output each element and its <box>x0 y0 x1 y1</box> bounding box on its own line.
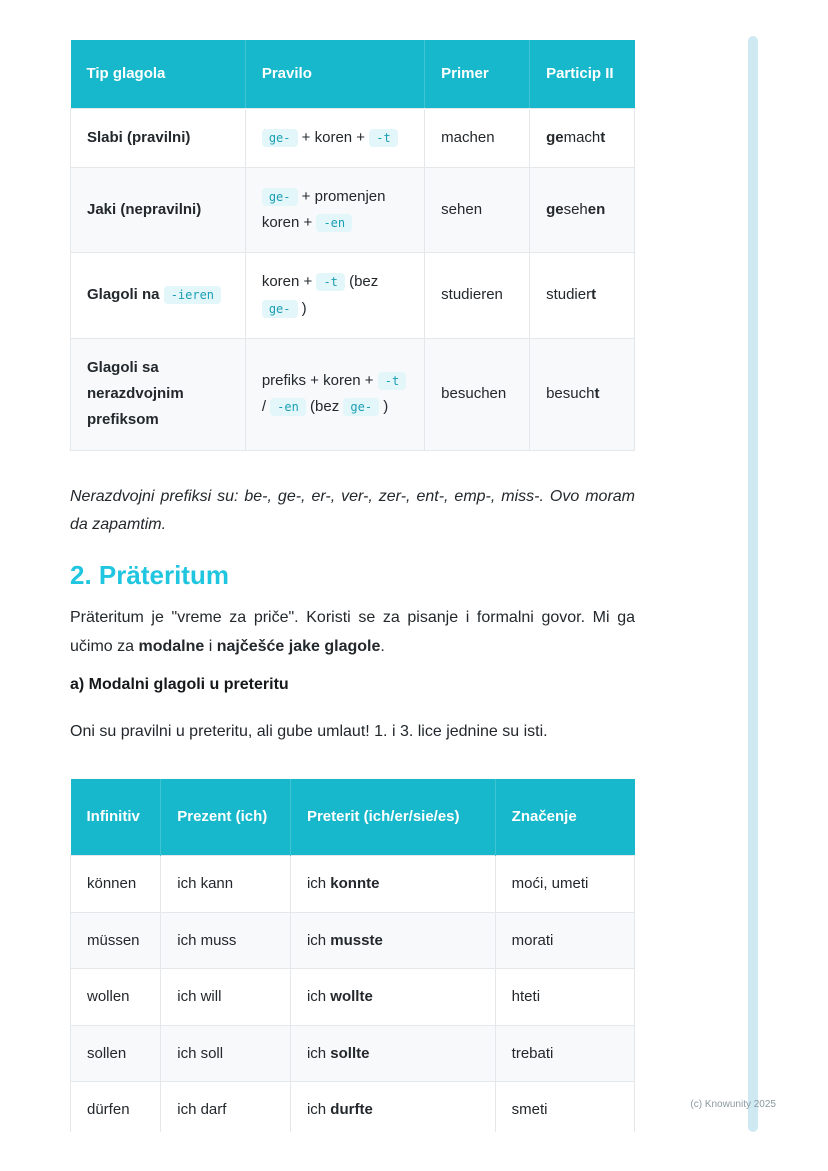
column-header: Prezent (ich) <box>161 779 291 856</box>
inline-code: -t <box>369 129 397 147</box>
table-row <box>71 253 635 339</box>
table-cell <box>530 338 635 450</box>
table-cell <box>161 1082 291 1132</box>
table-cell <box>530 167 635 253</box>
inline-code: -ieren <box>164 286 221 304</box>
table-cell <box>71 108 246 167</box>
header-row <box>71 40 635 108</box>
text-segment: durfte <box>330 1101 373 1119</box>
table-cell <box>161 856 291 913</box>
table-cell <box>71 167 246 253</box>
text-segment: ich muss <box>177 931 237 949</box>
text-segment: ) <box>297 299 307 317</box>
text-segment: ge <box>546 200 564 218</box>
table-cell <box>425 253 530 339</box>
inline-code: ge- <box>262 129 298 147</box>
text-segment: prefiks + koren + <box>261 371 378 389</box>
table-cell <box>71 856 161 913</box>
text-segment: en <box>587 200 606 218</box>
table-row <box>71 167 635 253</box>
column-header: Preterit (ich/er/sie/es) <box>290 779 495 856</box>
text-segment: ich soll <box>177 1044 224 1062</box>
text-segment: besuch <box>546 385 595 402</box>
text-segment: musste <box>330 931 383 949</box>
table-cell <box>290 912 495 969</box>
table-cell <box>495 969 634 1026</box>
table-cell <box>290 856 495 913</box>
text-segment: ich <box>306 875 331 893</box>
subsection-paragraph: Oni su pravilni u preteritu, ali gube umlaut! 1. i 3. lice jednine su isti. <box>70 722 548 740</box>
table-row <box>71 108 635 167</box>
text-segment: smeti <box>511 1101 548 1119</box>
text-segment: ich <box>306 1044 331 1062</box>
table-cell <box>290 1082 495 1132</box>
text-segment: ) <box>379 398 389 416</box>
column-header: Pravilo <box>245 40 424 108</box>
table-cell <box>161 1025 291 1082</box>
notes-content <box>70 40 635 1132</box>
text-segment: konnte <box>330 875 380 893</box>
inline-code: -t <box>316 273 344 291</box>
table-cell <box>495 1082 634 1132</box>
text-segment: trebati <box>511 1044 554 1062</box>
table-cell <box>495 856 634 913</box>
text-segment: wollte <box>330 988 373 1006</box>
inline-code: ge- <box>262 188 298 206</box>
participle-table <box>70 40 635 451</box>
table-cell <box>71 1025 161 1082</box>
inline-code: ge- <box>262 300 298 318</box>
table-cell <box>71 253 246 339</box>
text-segment: moći, umeti <box>511 875 589 893</box>
text-segment: studieren <box>441 286 503 304</box>
inline-code: -en <box>316 214 352 232</box>
column-header: Infinitiv <box>71 779 161 856</box>
text-segment: + koren + <box>297 128 370 146</box>
table-cell <box>290 1025 495 1082</box>
text-segment: wollen <box>87 988 130 1006</box>
text-segment: ich <box>306 988 331 1006</box>
table-row <box>71 856 635 913</box>
table-cell <box>425 108 530 167</box>
text-segment: koren + <box>261 273 317 291</box>
text-segment: + promenjen koren + <box>261 187 386 231</box>
table-row <box>71 912 635 969</box>
column-header: Particip II <box>530 40 635 108</box>
table-row <box>71 1082 635 1132</box>
text-segment: studier <box>546 286 592 304</box>
table-cell <box>245 108 424 167</box>
text-segment: sehen <box>441 200 483 218</box>
text-segment: ge <box>546 128 564 146</box>
modal-verbs-table <box>70 779 635 1132</box>
table-cell <box>161 969 291 1026</box>
scrollbar[interactable] <box>748 36 758 1132</box>
text-segment: ich kann <box>177 875 234 893</box>
text-segment: morati <box>511 931 554 949</box>
text-segment: müssen <box>87 931 140 949</box>
text-segment: . <box>380 638 385 656</box>
text-segment: ich <box>306 931 331 949</box>
table-cell <box>495 912 634 969</box>
text-segment: i <box>204 638 217 656</box>
text-segment: modalne <box>138 638 205 656</box>
text-segment: können <box>87 875 137 893</box>
text-segment: mach <box>563 128 601 146</box>
text-segment: / <box>261 398 271 416</box>
table-cell <box>71 1082 161 1132</box>
table-cell <box>245 167 424 253</box>
text-segment: seh <box>563 200 588 218</box>
text-segment: t <box>591 286 597 304</box>
inline-code: -en <box>270 398 306 416</box>
copyright-footer: (c) Knowunity 2025 <box>690 1099 776 1110</box>
text-segment: ich darf <box>177 1101 227 1119</box>
text-segment: Glagoli sa nerazdvojnim prefiksom <box>87 358 184 429</box>
text-segment: sollen <box>87 1044 127 1062</box>
text-segment: t <box>594 385 600 402</box>
table-cell <box>530 253 635 339</box>
table-row <box>71 338 635 450</box>
intro-paragraph <box>70 604 635 662</box>
inline-code: -t <box>378 372 406 390</box>
text-segment: besuchen <box>441 385 507 402</box>
table-cell <box>530 108 635 167</box>
text-segment: Glagoli na <box>87 286 164 304</box>
table-cell <box>71 969 161 1026</box>
note-italic: Nerazdvojni prefiksi su: be-, ge-, er-, ver-, zer-, ent-, emp-, miss-. Ovo moram da zapamtim. <box>70 487 635 533</box>
text-segment: t <box>600 128 606 146</box>
text-segment: sollte <box>330 1044 370 1062</box>
text-segment: machen <box>441 128 495 146</box>
text-segment: najčešće jake glagole <box>216 638 381 656</box>
text-segment: ich will <box>177 988 222 1006</box>
table-row <box>71 969 635 1026</box>
text-segment: Jaki (nepravilni) <box>87 200 202 218</box>
header-row <box>71 779 635 856</box>
column-header: Značenje <box>495 779 634 856</box>
table-cell <box>71 912 161 969</box>
table-row <box>71 1025 635 1082</box>
column-header: Primer <box>425 40 530 108</box>
table-cell <box>71 338 246 450</box>
table-cell <box>425 338 530 450</box>
inline-code: ge- <box>343 398 379 416</box>
table-cell <box>245 253 424 339</box>
text-segment: ich <box>306 1101 331 1119</box>
table-cell <box>495 1025 634 1082</box>
text-segment: (bez <box>344 273 379 291</box>
table-cell <box>290 969 495 1026</box>
section-heading: 2. Präteritum <box>70 559 229 590</box>
column-header: Tip glagola <box>71 40 246 108</box>
text-segment: (bez <box>305 398 344 416</box>
subsection-heading: a) Modalni glagoli u preteritu <box>70 675 289 693</box>
text-segment: Slabi (pravilni) <box>87 128 191 146</box>
text-segment: Präteritum je "vreme za priče". Koristi se za pisanje i formalni govor. Mi ga učimo za <box>70 609 635 656</box>
text-segment: hteti <box>511 988 541 1006</box>
table-cell <box>245 338 424 450</box>
table-cell <box>425 167 530 253</box>
text-segment: dürfen <box>87 1101 130 1119</box>
table-cell <box>161 912 291 969</box>
